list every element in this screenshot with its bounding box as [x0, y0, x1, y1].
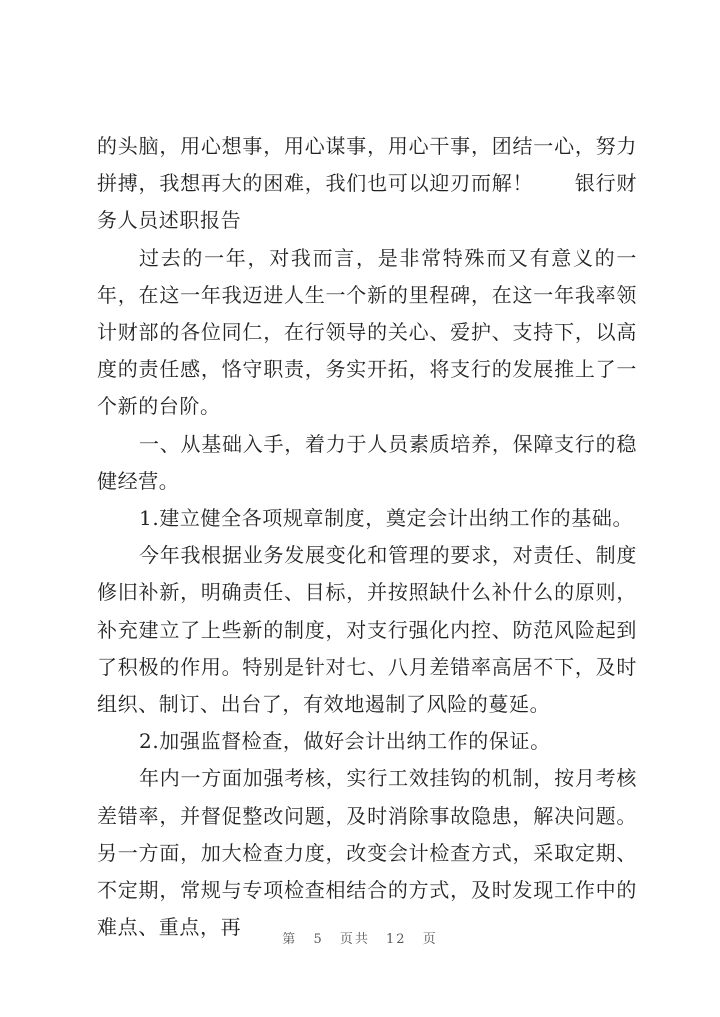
paragraph-6: 2.加强监督检查，做好会计出纳工作的保证。	[139, 729, 551, 754]
page-footer	[0, 928, 720, 947]
footer-suffix: 页	[422, 932, 438, 947]
footer-total-pages: 12	[386, 932, 407, 947]
document-body	[97, 128, 637, 946]
paragraph-7: 年内一方面加强考核，实行工效挂钩的机制，按月考核差错率，并督促整改问题，及时消除事故隐患，解决问题。另一方面，加大检查力度，改变会计检查方式，采取定期、不定期，常规与专项检查相结合的方式，及时发现工作中的难点、重点，再	[97, 766, 637, 940]
paragraph-4: 1.建立健全各项规章制度，奠定会计出纳工作的基础。	[139, 506, 634, 531]
paragraph-1: 的头脑，用心想事，用心谋事，用心干事，团结一心，努力拼搏，我想再大的困难，我们也可以迎刃而解！ 银行财务人员述职报告	[97, 134, 637, 233]
paragraph-5: 今年我根据业务发展变化和管理的要求，对责任、制度修旧补新，明确责任、目标，并按照缺什么补什么的原则，补充建立了上些新的制度，对支行强化内控、防范风险起到了积极的作用。特别是针对七、八月差错率高居不下，及时组织、制订、出台了，有效地遏制了风险的蔓延。	[97, 543, 637, 717]
footer-middle: 页共	[339, 932, 370, 947]
paragraph-3: 一、从基础入手，着力于人员素质培养，保障支行的稳健经营。	[97, 431, 637, 493]
footer-current-page: 5	[313, 932, 324, 947]
paragraph-2: 过去的一年，对我而言，是非常特殊而又有意义的一年，在这一年我迈进人生一个新的里程碑，在这一年我率领计财部的各位同仁，在行领导的关心、爱护、支持下，以高度的责任感，恪守职责，务实开拓，将支行的发展推上了一个新的台阶。	[97, 245, 637, 419]
footer-prefix: 第	[282, 932, 298, 947]
